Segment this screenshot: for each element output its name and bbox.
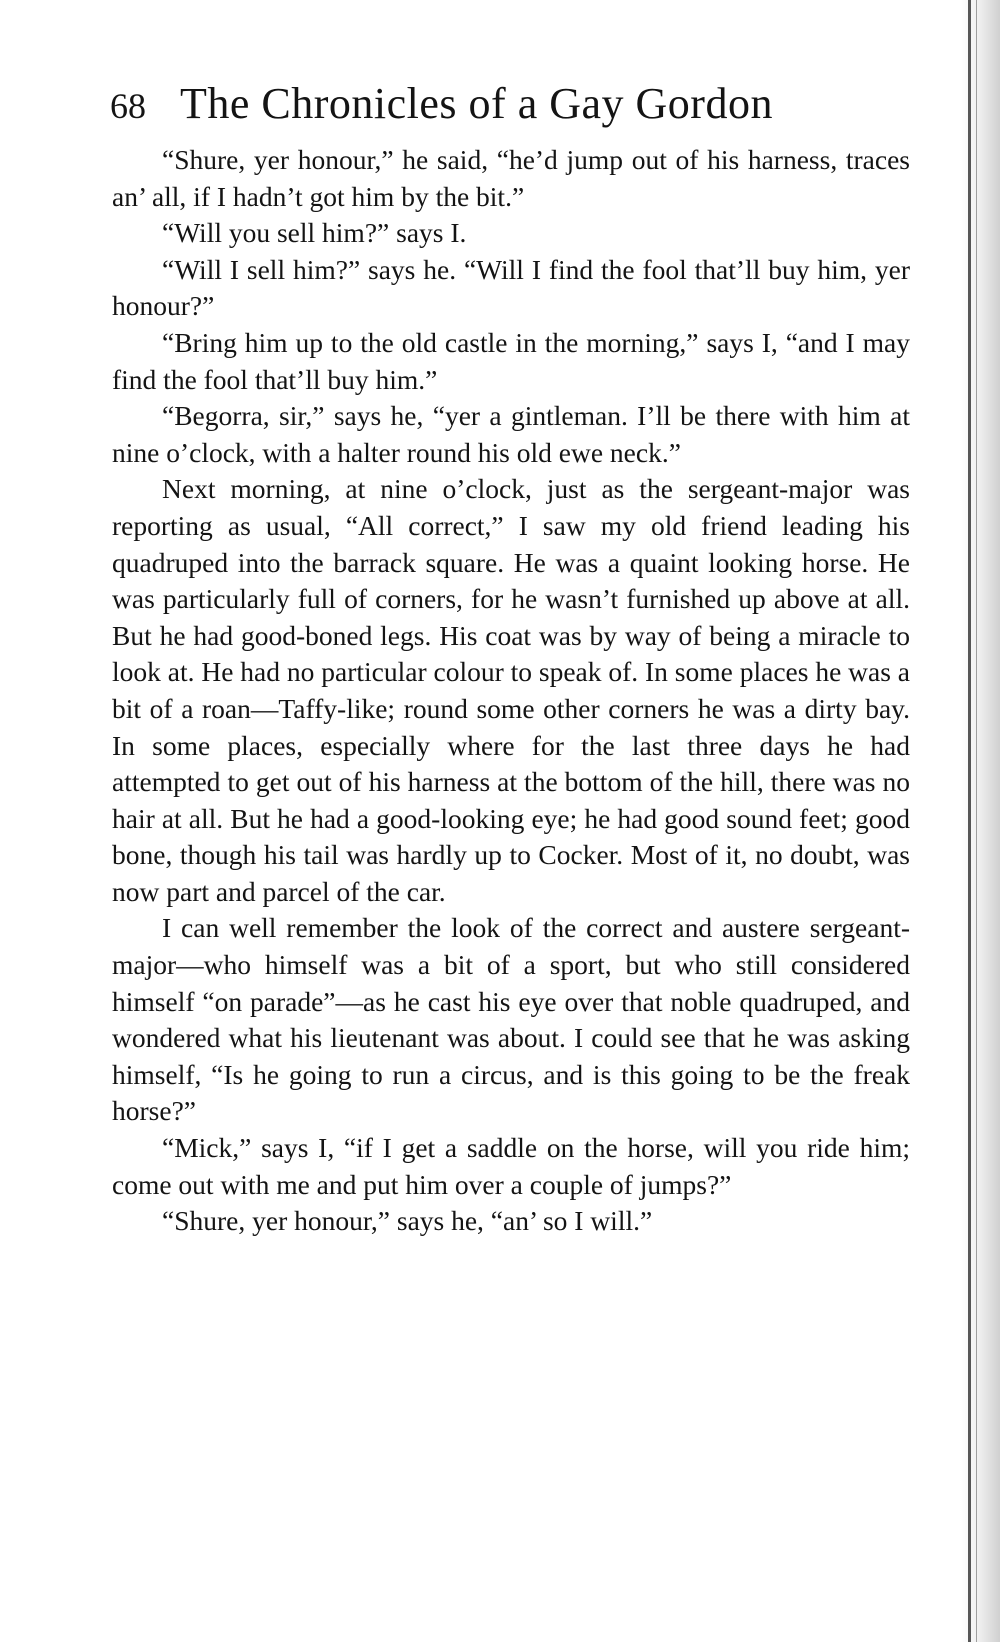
paragraph: “Mick,” says I, “if I get a saddle on the horse, will you ride him; come out with me and put him over a couple of jumps?” bbox=[112, 1132, 910, 1200]
paragraph: “Begorra, sir,” says he, “yer a gintleman. I’ll be there with him at nine o’clock, with a halter round his old ewe neck.” bbox=[112, 400, 910, 468]
book-title: The Chronicles of a Gay Gordon bbox=[180, 79, 773, 128]
paragraph: I can well remember the look of the correct and austere sergeant-major—who himself was a bit of a sport, but who still considered himself “on parade”—as he cast his eye over that noble quadruped, and wondered what his lieutenant was about. I could see that he was asking himself, “Is he going to run a circus, and is this going to be the freak horse?” bbox=[112, 912, 910, 1127]
body-text bbox=[112, 142, 910, 1240]
paragraph: Next morning, at nine o’clock, just as the sergeant-major was reporting as usual, “All correct,” I saw my old friend leading his quadruped into the barrack square. He was a quaint looking horse. He was particularly full of corners, for he wasn’t furnished up above at all. But he had good-boned legs. His coat was by way of being a miracle to look at. He had no particular colour to speak of. In some places he was a bit of a roan—Taffy-like; round some other corners he was a dirty bay. In some places, especially where for the last three days he had attempted to get out of his harness at the bottom of the hill, there was no hair at all. But he had a good-looking eye; he had good sound feet; good bone, though his tail was hardly up to Cocker. Most of it, no doubt, was now part and parcel of the car. bbox=[112, 473, 910, 907]
paragraph: “Will you sell him?” says I. bbox=[162, 217, 467, 249]
paragraph: “Shure, yer honour,” he said, “he’d jump out of his harness, traces an’ all, if I hadn’t got him by the bit.” bbox=[112, 144, 910, 212]
page-edge-shadow bbox=[960, 0, 1000, 1642]
paragraph: “Shure, yer honour,” says he, “an’ so I will.” bbox=[162, 1205, 653, 1237]
page-edge-line bbox=[976, 0, 977, 1642]
paragraph: “Bring him up to the old castle in the morning,” says I, “and I may find the fool that’ll buy him.” bbox=[112, 326, 910, 395]
page-number: 68 bbox=[110, 86, 146, 126]
page-edge-line bbox=[968, 0, 971, 1642]
running-head bbox=[110, 78, 870, 130]
paragraph: “Will I sell him?” says he. “Will I find the fool that’ll buy him, yer honour?” bbox=[112, 253, 910, 322]
